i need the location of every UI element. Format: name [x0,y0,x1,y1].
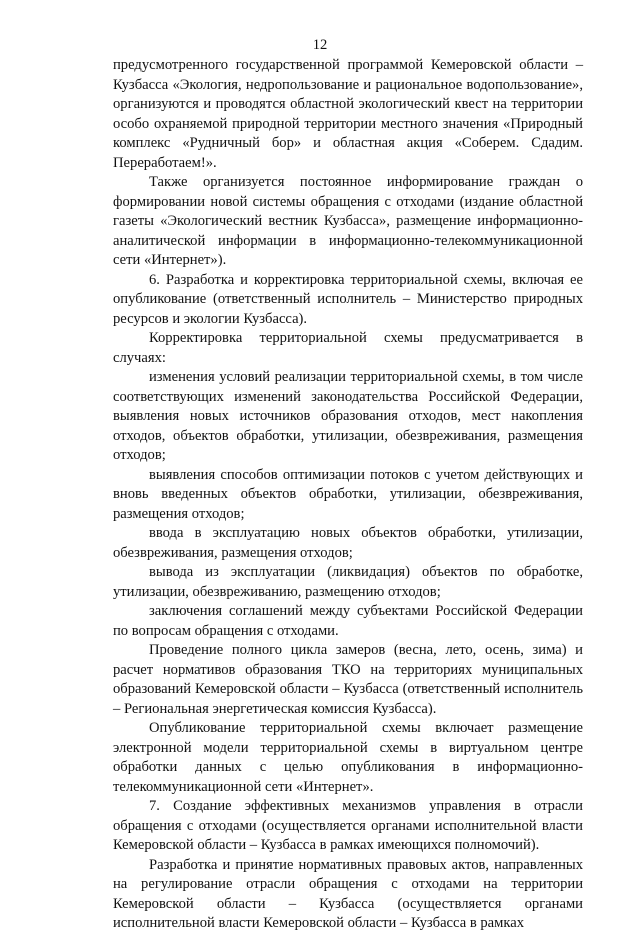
paragraph-regulations: Разработка и принятие нормативных правовых актов, направленных на регулирование отрасли обращения с отходами на территории Кемеровской области – Кузбасса (осуществляется органами исполнительной власти Кемеровской области – Кузбасса в рамках [113,856,583,931]
list-item-decommissioning: вывода из эксплуатации (ликвидация) объектов по обработке, утилизации, обезвреживанию, размещению отходов; [113,564,583,600]
page-number: 12 [312,37,328,53]
paragraph-measurements: Проведение полного цикла замеров (весна, лето, осень, зима) и расчет нормативов образования ТКО на территориях муниципальных образований Кемеровской области – Кузбасса (ответственный исполнитель – Региональная энергетическая комиссия Кузбасса). [113,642,583,717]
list-item-optimization: выявления способов оптимизации потоков с учетом действующих и вновь введенных объектов обработки, утилизации, обезвреживания, размещения отходов; [113,466,583,522]
paragraph-section-6: 6. Разработка и корректировка территориальной схемы, включая ее опубликование (ответственный исполнитель – Министерство природных ресурсов и экологии Кузбасса). [113,271,583,327]
list-item-agreements: заключения соглашений между субъектами Российской Федерации по вопросам обращения с отходами. [113,603,583,639]
document-body [113,56,583,934]
list-item-commissioning: ввода в эксплуатацию новых объектов обработки, утилизации, обезвреживания, размещения отходов; [113,525,583,561]
paragraph-correction-cases: Корректировка территориальной схемы предусматривается в случаях: [113,330,583,366]
paragraph-publication: Опубликование территориальной схемы включает размещение электронной модели территориальной схемы в виртуальном центре обработки данных с целью опубликования в информационно-телекоммуникационной сети «Интернет». [113,720,583,795]
paragraph-continuation: предусмотренного государственной программой Кемеровской области – Кузбасса «Экология, недропользование и рациональное водопользование», организуются и проводятся областной экологический квест на территории особо охраняемой природной территории местного значения «Природный комплекс «Рудничный бор» и областная акция «Соберем. Сдадим. Переработаем!». [113,57,583,171]
paragraph-informing: Также организуется постоянное информирование граждан о формировании новой системы обращения с отходами (издание областной газеты «Экологический вестник Кузбасса», размещение информационно-аналитической информации в информационно-телекоммуникационной сети «Интернет»). [113,174,583,268]
list-item-conditions-change: изменения условий реализации территориальной схемы, в том числе соответствующих изменений законодательства Российской Федерации, выявления новых источников образования отходов, мест накопления отходов, объектов обработки, утилизации, обезвреживания, размещения отходов; [113,369,583,463]
paragraph-section-7: 7. Создание эффективных механизмов управления в отрасли обращения с отходами (осуществляется органами исполнительной власти Кемеровской области – Кузбасса в рамках имеющихся полномочий). [113,798,583,853]
